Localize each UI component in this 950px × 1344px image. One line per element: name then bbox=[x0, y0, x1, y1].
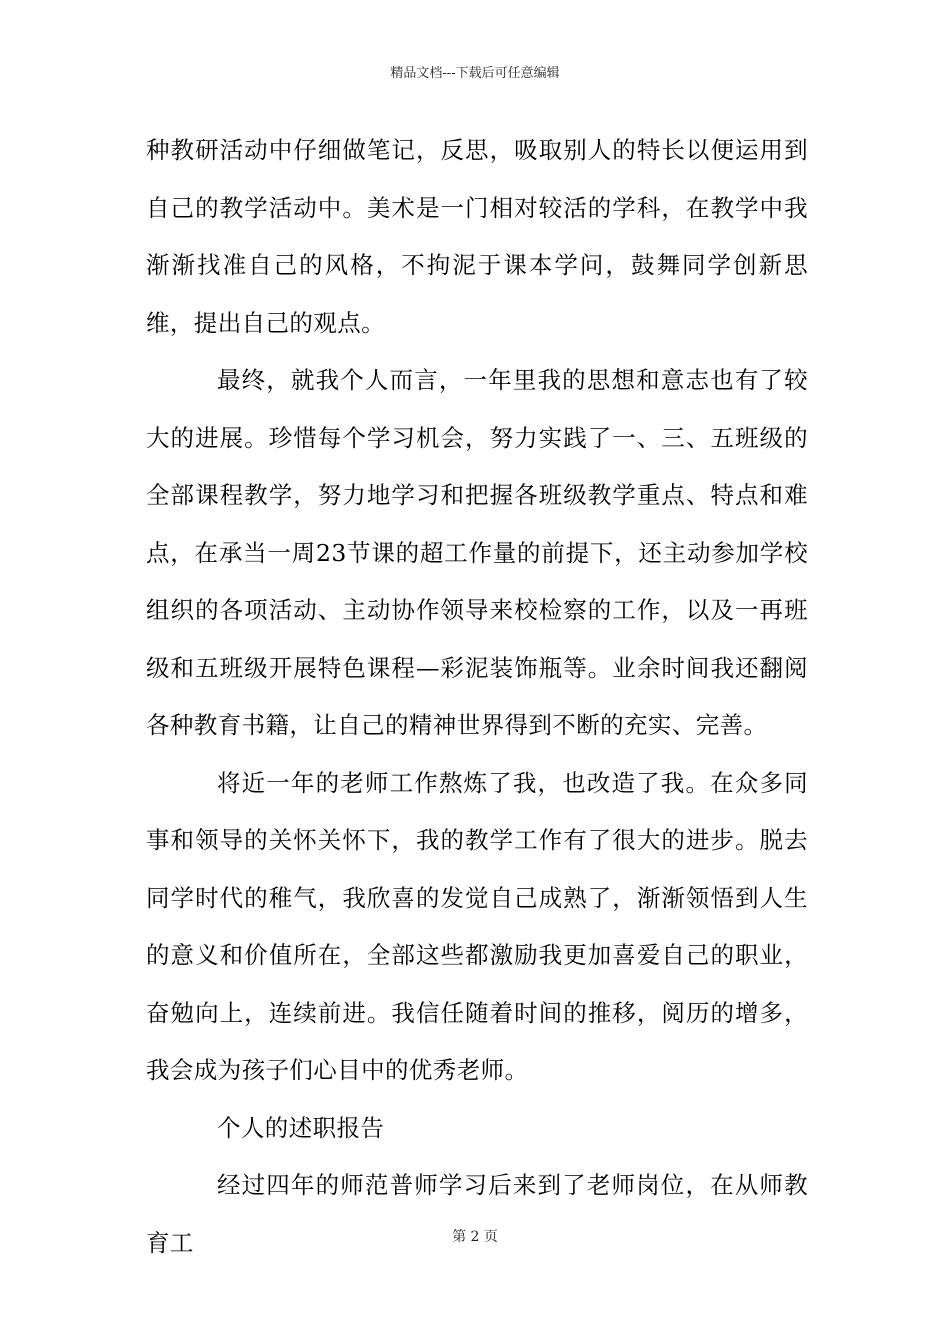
section-heading: 个人的述职报告 bbox=[217, 1113, 385, 1142]
document-body bbox=[146, 122, 808, 1272]
page-header: 精品文档---下载后可任意编辑 bbox=[390, 66, 560, 81]
page-number: 第 2 页 bbox=[452, 1229, 498, 1245]
paragraph-personal-growth: 最终，就我个人而言，一年里我的思想和意志也有了较大的进展。珍惜每个学习机会，努力实践了一、三、五班级的全部课程教学，努力地学习和把握各班级教学重点、特点和难点，在承当一周23节课的超工作量的前提下，还主动参加学校组织的各项活动、主动协作领导来校检察的工作，以及一再班级和五班级开展特色课程—彩泥装饰瓶等。业余时间我还翻阅各种教育书籍，让自己的精神世界得到不断的充实、完善。 bbox=[146, 366, 808, 739]
paragraph-continued: 种教研活动中仔细做笔记，反思，吸取别人的特长以便运用到自己的教学活动中。美术是一门相对较活的学科，在教学中我渐渐找准自己的风格，不拘泥于课本学问，鼓舞同学创新思维，提出自己的观点。 bbox=[146, 136, 808, 337]
paragraph-reflection: 将近一年的老师工作熬炼了我，也改造了我。在众多同事和领导的关怀关怀下，我的教学工作有了很大的进步。脱去同学时代的稚气，我欣喜的发觉自己成熟了，渐渐领悟到人生的意义和价值所在，全部这些都激励我更加喜爱自己的职业，奋勉向上，连续前进。我信任随着时间的推移，阅历的增多，我会成为孩子们心目中的优秀老师。 bbox=[146, 768, 808, 1084]
paragraph-new-section: 经过四年的师范普师学习后来到了老师岗位，在从师教育工 bbox=[146, 1171, 808, 1257]
